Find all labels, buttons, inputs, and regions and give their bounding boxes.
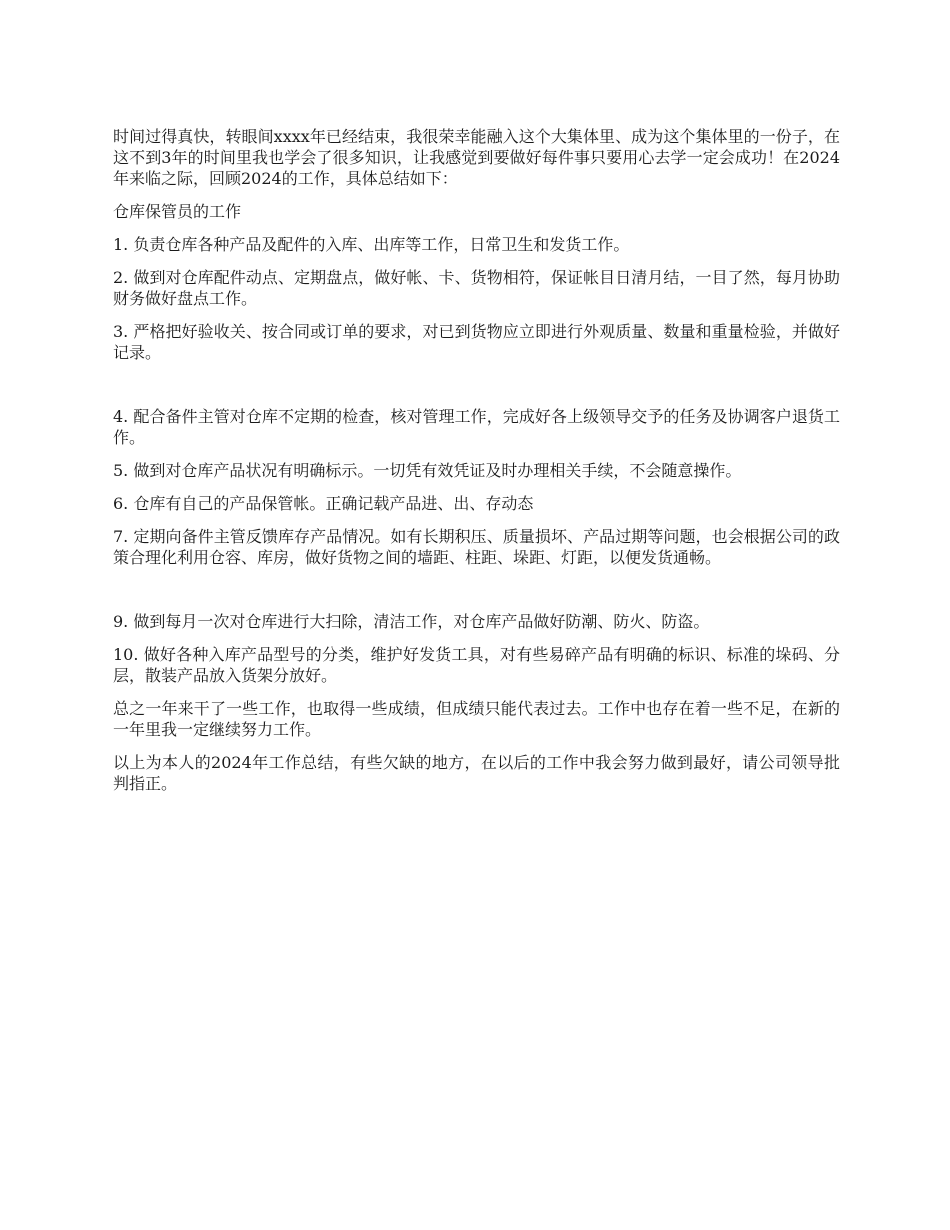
closing-paragraph: 以上为本人的2024年工作总结，有些欠缺的地方，在以后的工作中我会努力做到最好，请公司领导批判指正。 [113,753,840,793]
list-item: 6. 仓库有自己的产品保管帐。正确记载产品进、出、存动态 [113,494,534,513]
summary-paragraph: 总之一年来干了一些工作，也取得一些成绩，但成绩只能代表过去。工作中也存在着一些不足，在新的一年里我一定继续努力工作。 [113,699,840,739]
list-item: 10. 做好各种入库产品型号的分类，维护好发货工具，对有些易碎产品有明确的标识、标准的垛码、分层，散装产品放入货架分放好。 [113,645,840,685]
list-item: 9. 做到每月一次对仓库进行大扫除，清洁工作，对仓库产品做好防潮、防火、防盗。 [113,612,710,631]
section-heading: 仓库保管员的工作 [113,202,242,221]
document-body [113,126,840,806]
list-item: 1. 负责仓库各种产品及配件的入库、出库等工作，日常卫生和发货工作。 [113,235,630,254]
list-item: 4. 配合备件主管对仓库不定期的检查，核对管理工作，完成好各上级领导交予的任务及协调客户退货工作。 [113,407,840,447]
list-item: 5. 做到对仓库产品状况有明确标示。一切凭有效凭证及时办理相关手续，不会随意操作。 [113,461,742,480]
list-item: 3. 严格把好验收关、按合同或订单的要求，对已到货物应立即进行外观质量、数量和重量检验，并做好记录。 [113,322,840,362]
intro-paragraph: 时间过得真快，转眼间xxxx年已经结束，我很荣幸能融入这个大集体里、成为这个集体里的一份子，在这不到3年的时间里我也学会了很多知识，让我感觉到要做好每件事只要用心去学一定会成功！在2024年来临之际，回顾2024的工作，具体总结如下： [113,127,840,188]
list-item: 2. 做到对仓库配件动点、定期盘点，做好帐、卡、货物相符，保证帐目日清月结，一目了然，每月协助财务做好盘点工作。 [113,268,840,308]
list-item: 7. 定期向备件主管反馈库存产品情况。如有长期积压、质量损坏、产品过期等问题，也会根据公司的政策合理化利用仓容、库房，做好货物之间的墙距、柱距、垛距、灯距，以便发货通畅。 [113,527,840,567]
